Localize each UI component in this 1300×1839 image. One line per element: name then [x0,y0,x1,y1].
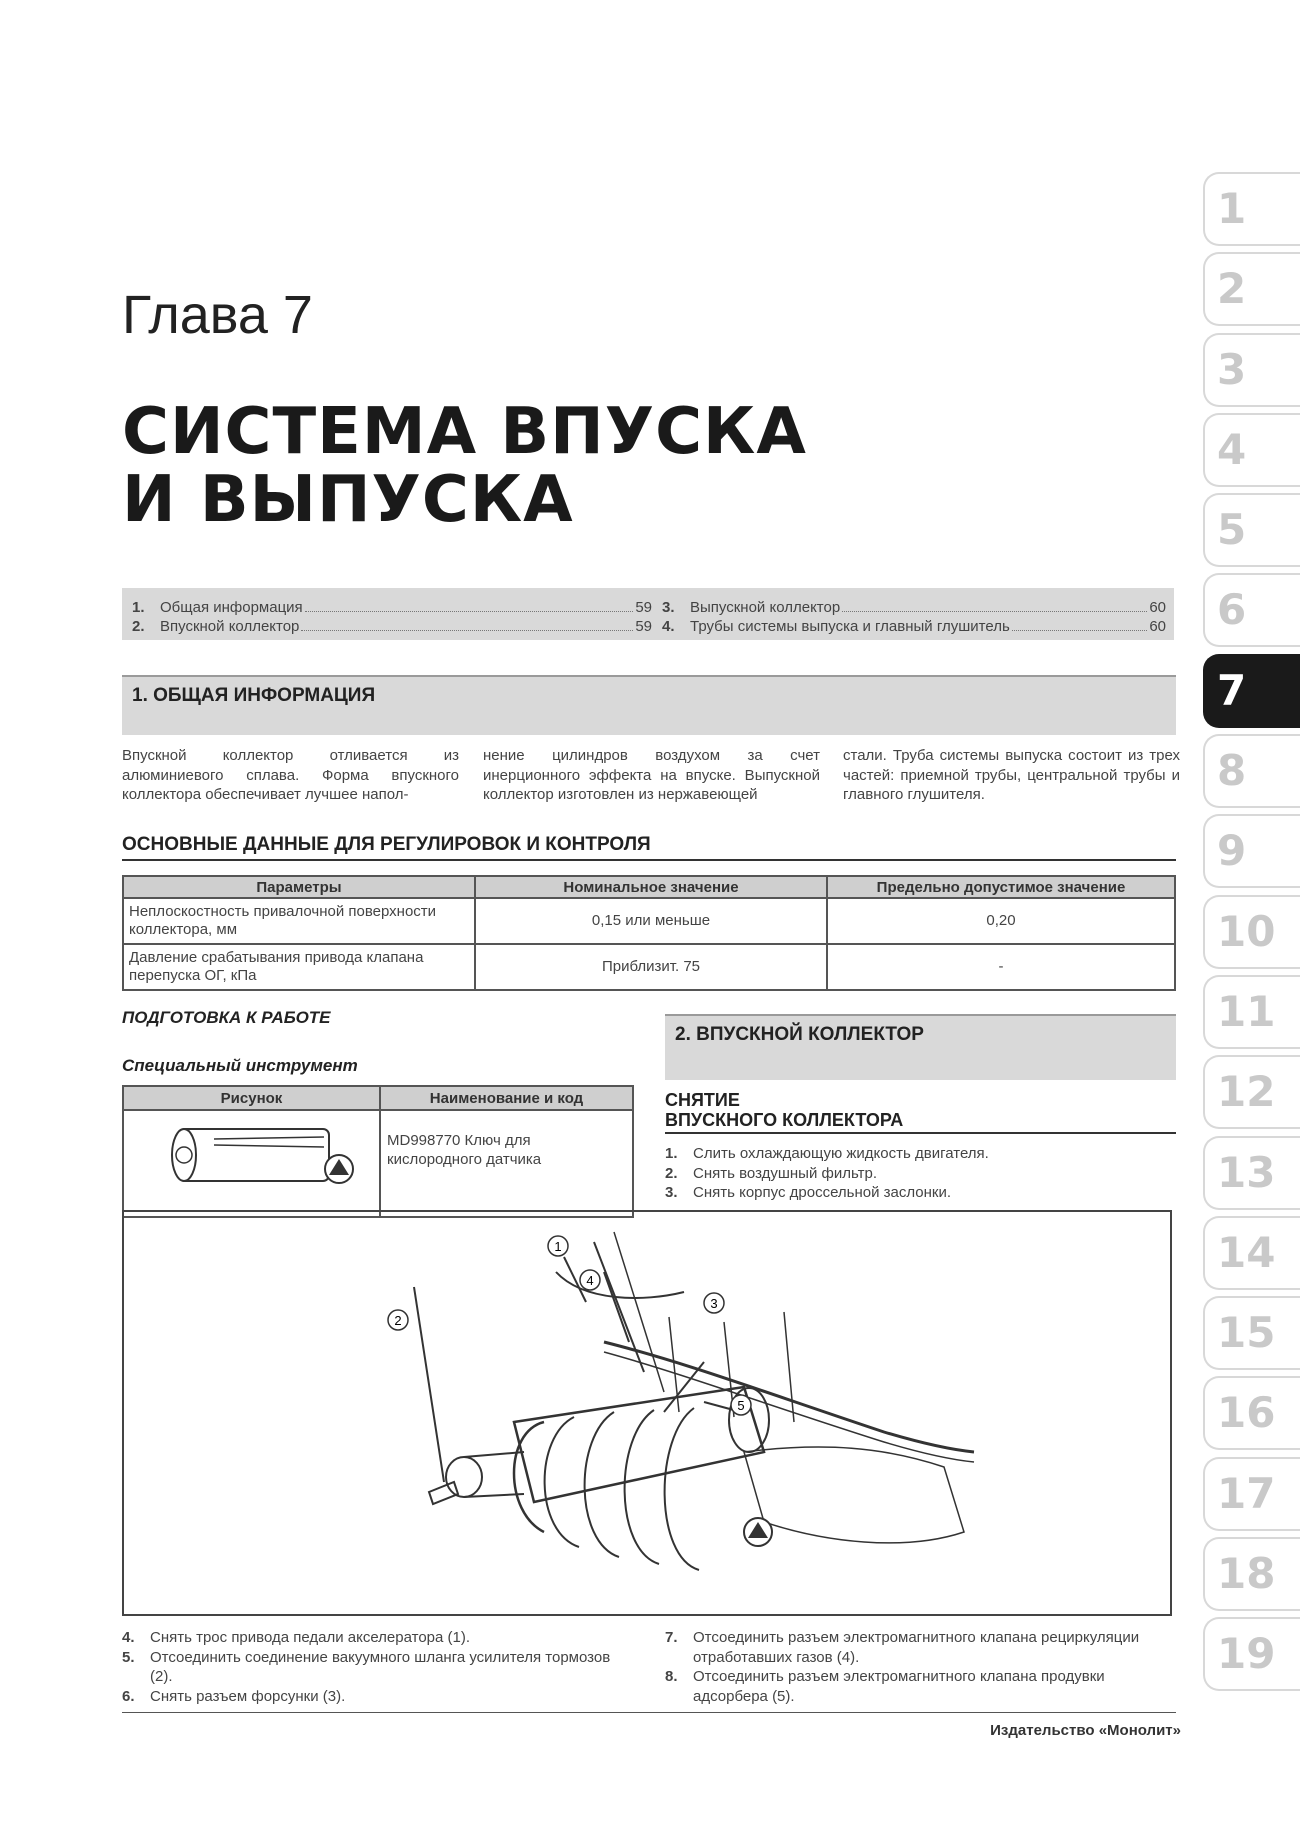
step-number: 6. [122,1687,135,1705]
table-cell: Давление срабатывания привода клапана перепуска ОГ, кПа [123,944,475,990]
toc-leader [1012,617,1148,631]
table-cell: Неплоскостность привалочной поверхности коллектора, мм [123,898,475,944]
toc-leader [305,598,634,612]
step-text: Снять корпус дроссельной заслонки. [693,1184,952,1201]
callout-label: 5 [737,1398,745,1413]
removal-steps-left [122,1628,632,1706]
table-cell: 0,20 [827,898,1175,944]
chapter-tab-6[interactable]: 6 [1203,573,1300,647]
callout-label: 3 [710,1296,718,1311]
section-1-title: 1. ОБЩАЯ ИНФОРМАЦИЯ [132,685,376,706]
column-header: Параметры [123,876,475,898]
chapter-tab-3[interactable]: 3 [1203,333,1300,407]
table-cell: 0,15 или меньше [475,898,827,944]
tool-picture-cell [123,1110,380,1217]
chapter-title-line: СИСТЕМА ВПУСКА [122,395,807,469]
chapter-title-line: И ВЫПУСКА [122,463,574,537]
table-row [123,898,1175,944]
toc-num: 2. [132,618,145,635]
toc-leader [301,617,633,631]
removal-heading-line: СНЯТИЕ [665,1090,740,1110]
table-row [123,1110,633,1217]
removal-heading-line: ВПУСКНОГО КОЛЛЕКТОРА [665,1110,904,1130]
chapter-tab-14[interactable]: 14 [1203,1216,1300,1290]
step-number: 4. [122,1629,135,1646]
intake-manifold-figure [122,1210,1172,1616]
callout-label: 1 [554,1239,562,1254]
publisher-logo-icon [744,1518,772,1546]
section-1-text: Впускной коллектор отливается из алюминиевого сплава. Форма впускного коллектора обеспечивает лучшее напол- [122,747,459,803]
toc-title: Впускной коллектор [160,618,300,635]
step-number: 7. [665,1629,678,1646]
toc-num: 1. [132,599,145,616]
chapter-tab-4[interactable]: 4 [1203,413,1300,487]
toc-entry[interactable] [662,598,1166,617]
adjustment-data-table [122,875,1176,991]
section-1-text: стали. Труба системы выпуска состоит из трех частей: приемной трубы, центральной трубы и главного глушителя. [843,747,1180,803]
column-header: Рисунок [123,1086,380,1110]
step-text: Отсоединить соединение вакуумного шланга усилителя тормозов (2). [150,1648,611,1685]
special-tool-heading: Специальный инструмент [122,1056,358,1075]
engine-diagram [124,1212,1170,1614]
publisher-logo-icon [325,1155,353,1183]
toc-entry[interactable] [132,617,652,636]
chapter-tab-15[interactable]: 15 [1203,1296,1300,1370]
figure-callout [548,1236,568,1256]
chapter-tab-2[interactable]: 2 [1203,252,1300,326]
step-item [122,1628,632,1648]
figure-callout [388,1310,408,1330]
step-number: 8. [665,1668,678,1685]
chapter-tab-19[interactable]: 19 [1203,1617,1300,1691]
toc-title: Трубы системы выпуска и главный глушитель [690,618,1010,635]
chapter-tab-17[interactable]: 17 [1203,1457,1300,1531]
step-text: Отсоединить разъем электромагнитного клапана продувки адсорбера (5). [693,1668,1105,1705]
step-text: Слить охлаждающую жидкость двигателя. [693,1145,989,1162]
footer-divider [122,1712,1176,1713]
table-cell: Приблизит. 75 [475,944,827,990]
chapter-tab-1[interactable]: 1 [1203,172,1300,246]
toc-entry[interactable] [132,598,652,617]
section-1-text: нение цилиндров воздухом за счет инерционного эффекта на впуске. Выпускной коллектор изготовлен из нержавеющей [483,747,820,803]
step-number: 5. [122,1648,135,1666]
chapter-tab-9[interactable]: 9 [1203,814,1300,888]
chapter-label: Глава 7 [122,285,313,345]
step-item [122,1648,632,1687]
chapter-tab-11[interactable]: 11 [1203,975,1300,1049]
figure-callout [731,1395,751,1415]
removal-steps-right [665,1628,1176,1706]
figure-callout [704,1293,724,1313]
step-item [665,1144,1176,1164]
chapter-tab-5[interactable]: 5 [1203,493,1300,567]
column-header: Наименование и код [380,1086,633,1110]
step-item [122,1687,632,1707]
toc-leader [842,598,1147,612]
callout-label: 4 [586,1273,594,1288]
toc-title: Выпускной коллектор [690,599,841,616]
tool-name-cell: MD998770 Ключ для кислородного датчика [380,1110,633,1217]
step-item [665,1667,1176,1706]
toc-title: Общая информация [160,599,303,616]
step-number: 2. [665,1164,678,1182]
step-item [665,1628,1176,1667]
section-2-header [665,1014,1176,1080]
toc-num: 3. [662,599,675,616]
preparation-heading: ПОДГОТОВКА К РАБОТЕ [122,1008,331,1027]
oxygen-sensor-wrench-illustration [124,1111,379,1196]
section-2-title: 2. ВПУСКНОЙ КОЛЛЕКТОР [675,1024,924,1045]
step-number: 1. [665,1145,678,1162]
toc-page: 60 [1149,618,1166,635]
step-item [665,1164,1176,1184]
chapter-tab-7[interactable]: 7 [1203,654,1300,728]
step-text: Снять трос привода педали акселератора (1). [150,1629,471,1646]
step-text: Отсоединить разъем электромагнитного клапана рециркуляции отработавших газов (4). [693,1629,1140,1666]
toc-page: 60 [1149,599,1166,616]
chapter-tab-10[interactable]: 10 [1203,895,1300,969]
chapter-tab-16[interactable]: 16 [1203,1376,1300,1450]
table-cell: - [827,944,1175,990]
removal-heading [665,1090,1176,1134]
chapter-contents [122,588,1174,640]
removal-steps-top [665,1144,1176,1203]
column-header: Предельно допустимое значение [827,876,1175,898]
chapter-tab-12[interactable]: 12 [1203,1055,1300,1129]
chapter-tab-13[interactable]: 13 [1203,1136,1300,1210]
toc-entry[interactable] [662,617,1166,636]
table-header-row [123,1086,633,1110]
table-header-row [123,876,1175,898]
figure-callout [580,1270,600,1290]
chapter-tabs [1203,172,1300,1698]
chapter-tab-18[interactable]: 18 [1203,1537,1300,1611]
step-text: Снять воздушный фильтр. [693,1164,878,1182]
adjustment-heading: ОСНОВНЫЕ ДАННЫЕ ДЛЯ РЕГУЛИРОВОК И КОНТРОЛЯ [122,834,1176,861]
toc-num: 4. [662,618,675,635]
step-number: 3. [665,1184,678,1201]
section-1-header [122,675,1176,735]
column-header: Номинальное значение [475,876,827,898]
toc-page: 59 [635,599,652,616]
chapter-tab-8[interactable]: 8 [1203,734,1300,808]
table-row [123,944,1175,990]
special-tool-table [122,1085,634,1218]
step-item [665,1183,1176,1203]
publisher-credit: Издательство «Монолит» [990,1722,1181,1739]
toc-page: 59 [635,618,652,635]
callout-label: 2 [394,1313,402,1328]
chapter-title [122,395,807,537]
step-text: Снять разъем форсунки (3). [150,1687,346,1705]
